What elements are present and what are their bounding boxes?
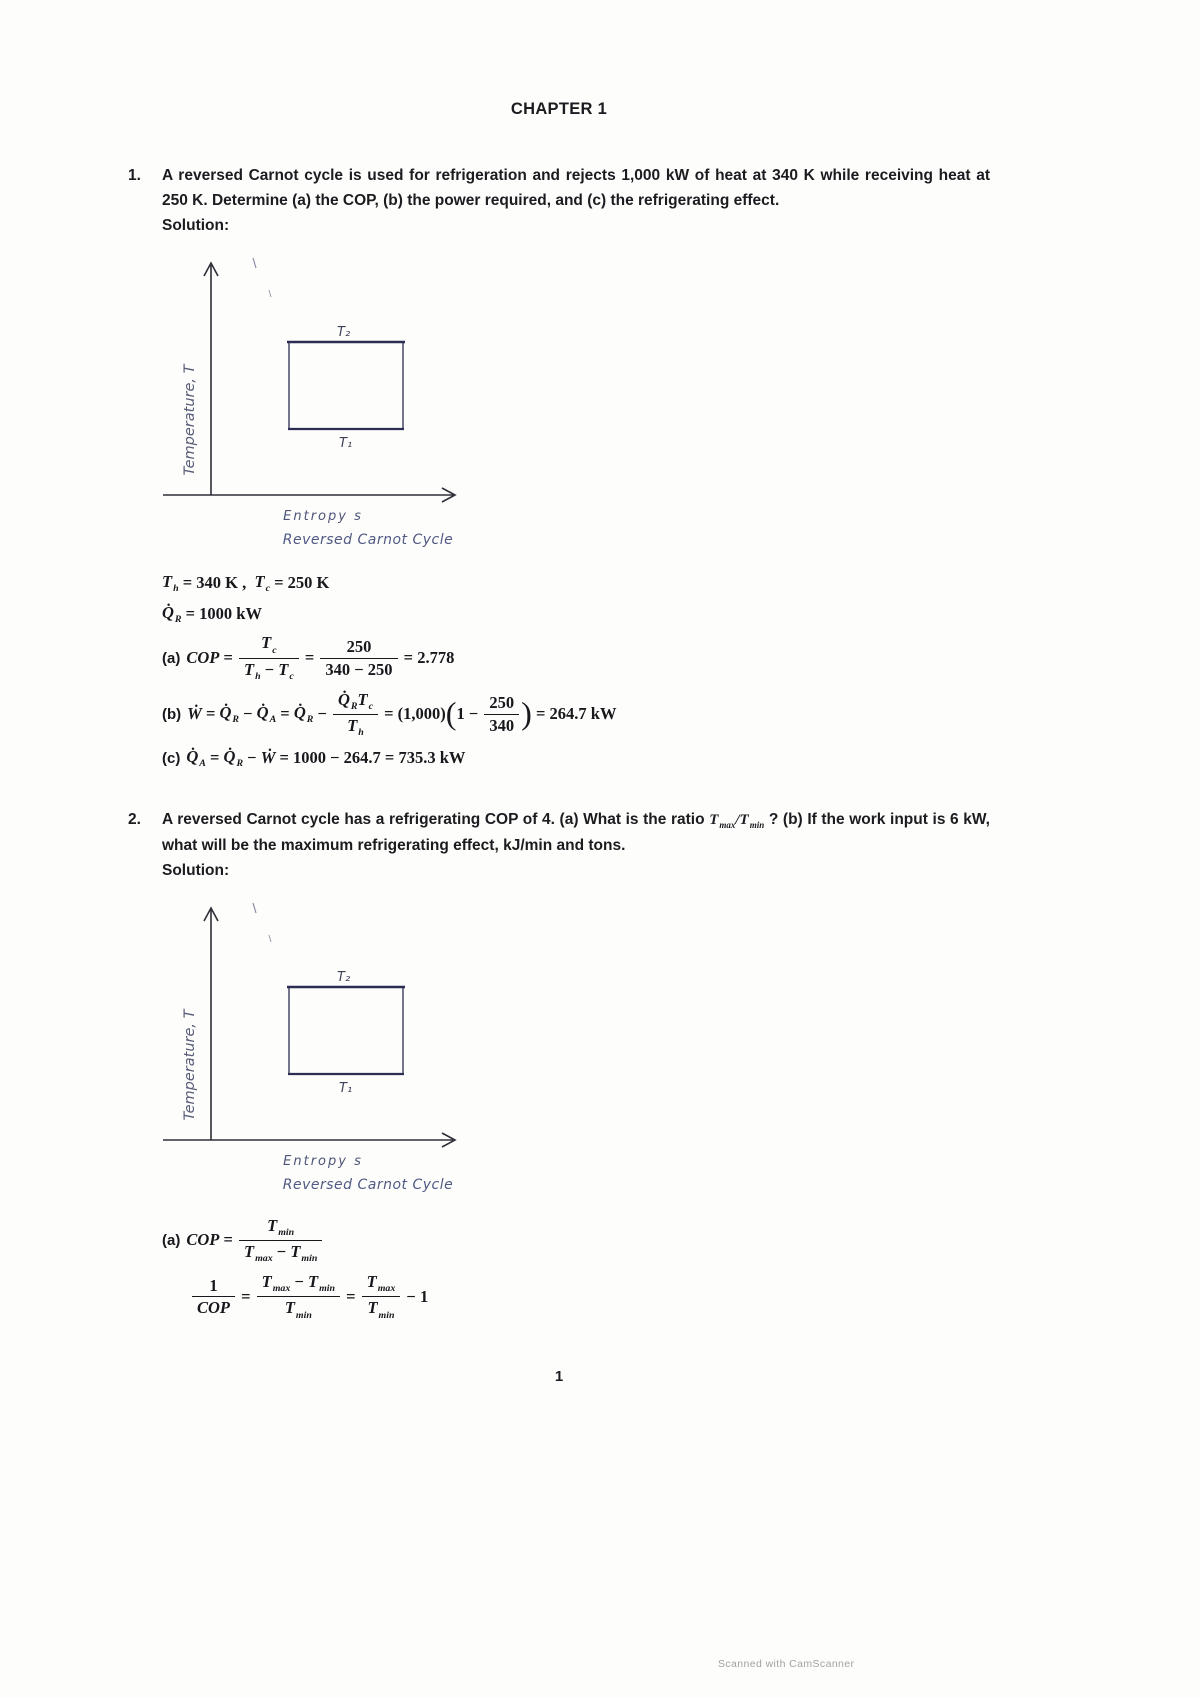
diagram-caption: Reversed Carnot Cycle [282, 532, 454, 549]
ts-diagram-1 [156, 252, 990, 564]
pen-mark [269, 290, 271, 297]
problem-2-body [162, 807, 990, 1328]
page-content [128, 100, 990, 1329]
diagram-caption: Reversed Carnot Cycle [282, 1176, 454, 1193]
carnot-cycle-rectangle [289, 987, 403, 1074]
y-axis-label: Temperature, T [182, 1009, 198, 1121]
t2-label: T₂ [337, 325, 351, 341]
x-axis-label: Entropy s [283, 1153, 363, 1169]
x-axis-label: Entropy s [283, 509, 363, 525]
equation-1a-cop: (a) COP = $\frac{T_c}{T_h - T_c}$ = $\frac{250}{340 - 250}$ = 2.778 [162, 633, 455, 682]
problem-1 [128, 163, 990, 777]
carnot-cycle-rectangle [289, 342, 403, 429]
problem-1-solution-label: Solution: [162, 217, 230, 235]
y-axis-label: Temperature, T [182, 364, 198, 476]
problem-1-number: 1. [128, 167, 141, 184]
equation-given-heat-rejected: $Q̇_R$ = 1000 kW [162, 603, 262, 626]
page-number: 1 [554, 1368, 564, 1385]
t2-label: T₂ [337, 969, 351, 985]
problem-2-equations [162, 1216, 990, 1322]
t1-label: T₁ [339, 436, 353, 452]
problem-2-statement-pre: A reversed Carnot cycle has a refrigerating COP of 4. (a) What is the ratio [162, 811, 710, 829]
pen-mark [269, 935, 271, 942]
scan-watermark: Scanned with CamScanner [718, 1658, 855, 1670]
problem-2-number: 2. [128, 811, 141, 829]
problem-1-body [162, 163, 990, 777]
problem-2-solution-label: Solution: [162, 861, 230, 879]
equation-2a-cop: (a) COP = $T_{min}$ $T_{max} - T_{min}$ [162, 1216, 990, 1265]
ts-diagram-2 [156, 897, 990, 1209]
equation-1b-power: (b) Ẇ = $Q̇_R$ − $Q̇_A$ = $Q̇_R$ − $Q̇_RT_c$ $T_h$ = (1,000) ( 1 − $\frac{250}{340}$ ) = 264.7 kW [162, 689, 617, 739]
equation-given-temperatures: $T_h$ = 340 K , $T_c$ = 250 K [162, 572, 330, 595]
problem-1-equations [162, 571, 990, 770]
chapter-title: CHAPTER 1 [510, 100, 608, 118]
t1-label: T₁ [339, 1080, 353, 1096]
equation-1c-refrigerating-effect: (c) $Q̇_A$ = $Q̇_R$ − Ẇ = 1000 − 264.7 = 735.3 kW [162, 746, 466, 770]
problem-2-statement-post: ? (b) If the work input is 6 kW, what will be the maximum refrigerating effect, kJ/min and tons. [162, 811, 990, 854]
pen-mark [253, 258, 256, 268]
ts-diagram-2-svg [156, 897, 486, 1209]
problem-2 [128, 807, 990, 1328]
problem-1-statement: A reversed Carnot cycle is used for refrigeration and rejects 1,000 kW of heat at 340 K while receiving heat at 250 K. Determine (a) the COP, (b) the power required, and (c) the refrigerating effect. [162, 167, 990, 210]
problem-2-statement [162, 807, 990, 858]
equation-2-cop-inverse: 1 COP = $T_{max} - T_{min}$ $T_{min}$ = $T_{max}$ $T_{min}$ − 1 [190, 1272, 990, 1321]
ts-diagram-1-svg [156, 252, 486, 564]
tmax-tmin-ratio: $T_{max}/T_{min}$ [709, 812, 765, 831]
pen-mark [253, 903, 256, 913]
